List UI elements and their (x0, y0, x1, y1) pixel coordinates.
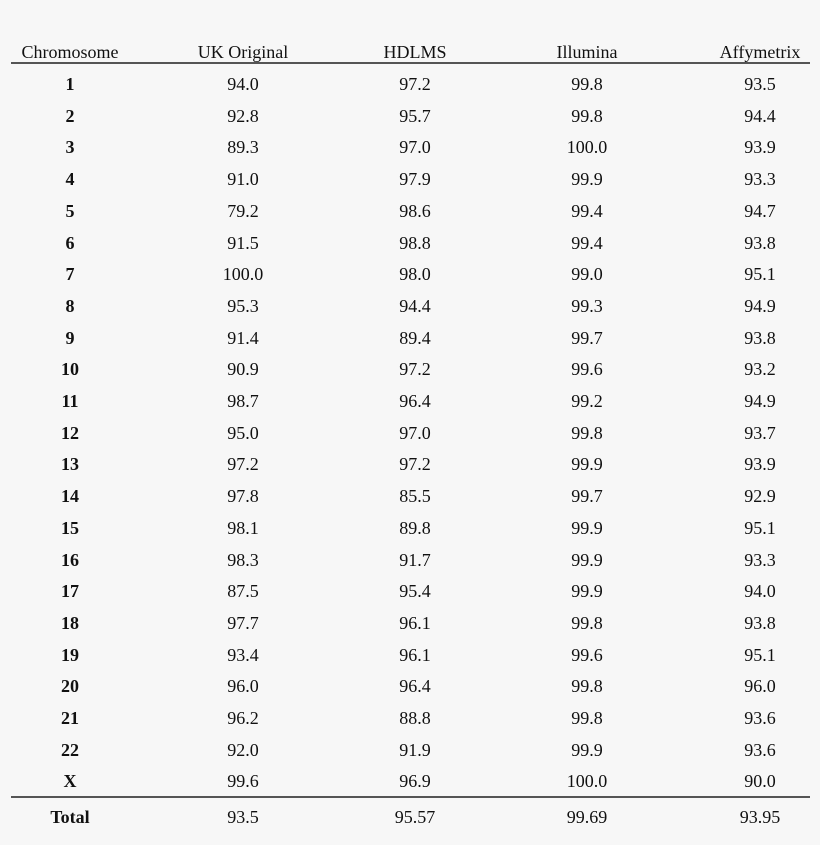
value-cell: 96.1 (399, 644, 431, 665)
value-cell: 97.2 (399, 74, 431, 94)
value-cell: 96.4 (399, 676, 431, 697)
value-cell: 97.2 (399, 454, 431, 475)
total-cell: 95.57 (394, 807, 436, 827)
chromosome-cell: 8 (65, 295, 75, 316)
chromosome-cell: 19 (61, 644, 79, 665)
chromosome-cell: 10 (61, 359, 79, 380)
value-cell: 91.0 (227, 169, 259, 190)
value-cell: 99.8 (571, 105, 603, 126)
chromosome-cell: 2 (65, 105, 75, 126)
value-cell: 90.9 (227, 359, 259, 380)
table-row (0, 734, 820, 766)
table-row (0, 765, 820, 797)
chromosome-cell: 21 (61, 708, 79, 728)
table-row (0, 322, 820, 354)
value-cell: 96.0 (227, 676, 259, 697)
table-row (0, 290, 820, 322)
value-cell: 91.5 (227, 232, 259, 253)
table-row (0, 480, 820, 512)
value-cell: 93.8 (744, 612, 776, 633)
value-cell: 98.7 (227, 391, 259, 411)
table-row (0, 575, 820, 607)
value-cell: 89.3 (227, 137, 259, 158)
value-cell: 96.2 (227, 708, 259, 728)
value-cell: 93.8 (744, 327, 776, 348)
value-cell: 90.0 (744, 771, 776, 792)
value-cell: 97.2 (227, 454, 259, 475)
value-cell: 99.8 (571, 708, 603, 728)
table-row (0, 702, 820, 734)
header-cell: HDLMS (383, 42, 447, 62)
value-cell: 94.7 (744, 200, 776, 221)
value-cell: 94.4 (744, 105, 776, 126)
chromosome-cell: X (63, 771, 77, 792)
value-cell: 99.8 (571, 676, 603, 697)
value-cell: 98.1 (227, 517, 259, 538)
value-cell: 99.8 (571, 422, 603, 443)
value-cell: 99.3 (571, 295, 603, 316)
value-cell: 97.2 (399, 359, 431, 380)
header-rule (11, 62, 810, 64)
value-cell: 88.8 (399, 708, 431, 728)
header-cell: Illumina (556, 42, 618, 62)
value-cell: 99.0 (571, 264, 603, 285)
total-label: Total (50, 807, 90, 827)
value-cell: 93.5 (744, 74, 776, 94)
chromosome-cell: 3 (65, 137, 75, 158)
value-cell: 89.8 (399, 517, 431, 538)
value-cell: 95.1 (744, 644, 776, 665)
value-cell: 99.4 (571, 200, 603, 221)
value-cell: 95.3 (227, 295, 259, 316)
chromosome-cell: 14 (61, 486, 79, 507)
chromosome-cell: 18 (61, 612, 79, 633)
value-cell: 97.0 (399, 422, 431, 443)
chromosome-cell: 7 (65, 264, 75, 285)
value-cell: 93.3 (744, 549, 776, 570)
value-cell: 87.5 (227, 581, 259, 602)
value-cell: 95.7 (399, 105, 431, 126)
value-cell: 93.4 (227, 644, 259, 665)
value-cell: 85.5 (399, 486, 431, 507)
value-cell: 96.1 (399, 612, 431, 633)
table-row (0, 195, 820, 227)
total-cell: 99.69 (566, 807, 608, 827)
value-cell: 92.0 (227, 739, 259, 760)
value-cell: 99.4 (571, 232, 603, 253)
chromosome-cell: 17 (61, 581, 79, 602)
value-cell: 96.9 (399, 771, 431, 792)
value-cell: 89.4 (399, 327, 431, 348)
chromosome-cell: 22 (61, 739, 79, 760)
chromosome-cell: 16 (61, 549, 79, 570)
total-row (0, 801, 820, 833)
value-cell: 94.0 (227, 74, 259, 94)
value-cell: 99.6 (571, 644, 603, 665)
value-cell: 93.2 (744, 359, 776, 380)
value-cell: 100.0 (566, 771, 608, 792)
table-row (0, 607, 820, 639)
value-cell: 93.9 (744, 137, 776, 158)
value-cell: 97.7 (227, 612, 259, 633)
table-row (0, 131, 820, 163)
table-row (0, 258, 820, 290)
value-cell: 99.9 (571, 454, 603, 475)
table-row (0, 417, 820, 449)
value-cell: 97.8 (227, 486, 259, 507)
table-row (0, 163, 820, 195)
value-cell: 97.9 (399, 169, 431, 190)
value-cell: 95.1 (744, 264, 776, 285)
value-cell: 91.4 (227, 327, 259, 348)
value-cell: 99.2 (571, 391, 603, 411)
value-cell: 91.7 (399, 549, 431, 570)
value-cell: 99.7 (571, 327, 603, 348)
total-cell: 93.5 (227, 807, 259, 827)
value-cell: 93.9 (744, 454, 776, 475)
table-row (0, 448, 820, 480)
table-row (0, 227, 820, 259)
chromosome-cell: 11 (61, 391, 79, 411)
value-cell: 96.4 (399, 391, 431, 411)
chromosome-cell: 15 (61, 517, 79, 538)
value-cell: 93.7 (744, 422, 776, 443)
value-cell: 98.3 (227, 549, 259, 570)
value-cell: 99.9 (571, 169, 603, 190)
value-cell: 94.4 (399, 295, 431, 316)
value-cell: 93.3 (744, 169, 776, 190)
chromosome-cell: 9 (65, 327, 75, 348)
chromosome-cell: 13 (61, 454, 79, 475)
value-cell: 92.8 (227, 105, 259, 126)
header-cell: Affymetrix (719, 42, 801, 62)
total-rule (11, 796, 810, 798)
chromosome-cell: 6 (65, 232, 75, 253)
value-cell: 98.0 (399, 264, 431, 285)
value-cell: 91.9 (399, 739, 431, 760)
chromosome-cell: 1 (65, 74, 75, 94)
value-cell: 94.9 (744, 391, 776, 411)
value-cell: 98.6 (399, 200, 431, 221)
value-cell: 93.8 (744, 232, 776, 253)
value-cell: 99.9 (571, 549, 603, 570)
table-row (0, 544, 820, 576)
table-row (0, 100, 820, 132)
value-cell: 99.9 (571, 739, 603, 760)
value-cell: 99.9 (571, 581, 603, 602)
value-cell: 97.0 (399, 137, 431, 158)
value-cell: 99.7 (571, 486, 603, 507)
total-cell: 93.95 (739, 807, 781, 827)
chromosome-cell: 4 (65, 169, 75, 190)
table-row (0, 353, 820, 385)
header-cell: UK Original (197, 42, 289, 62)
table-row (0, 68, 820, 100)
chromosome-cell: 5 (65, 200, 75, 221)
value-cell: 94.0 (744, 581, 776, 602)
value-cell: 99.6 (571, 359, 603, 380)
value-cell: 79.2 (227, 200, 259, 221)
value-cell: 99.8 (571, 74, 603, 94)
value-cell: 93.6 (744, 708, 776, 728)
table-row (0, 512, 820, 544)
value-cell: 98.8 (399, 232, 431, 253)
value-cell: 99.9 (571, 517, 603, 538)
header-cell: Chromosome (21, 42, 119, 62)
value-cell: 94.9 (744, 295, 776, 316)
value-cell: 95.4 (399, 581, 431, 602)
table-row (0, 670, 820, 702)
table-row (0, 639, 820, 671)
table-row (0, 385, 820, 417)
value-cell: 92.9 (744, 486, 776, 507)
value-cell: 96.0 (744, 676, 776, 697)
value-cell: 100.0 (566, 137, 608, 158)
chromosome-cell: 20 (61, 676, 79, 697)
chromosome-cell: 12 (61, 422, 79, 443)
value-cell: 93.6 (744, 739, 776, 760)
value-cell: 99.8 (571, 612, 603, 633)
value-cell: 95.1 (744, 517, 776, 538)
value-cell: 95.0 (227, 422, 259, 443)
value-cell: 99.6 (227, 771, 259, 792)
value-cell: 100.0 (222, 264, 264, 285)
